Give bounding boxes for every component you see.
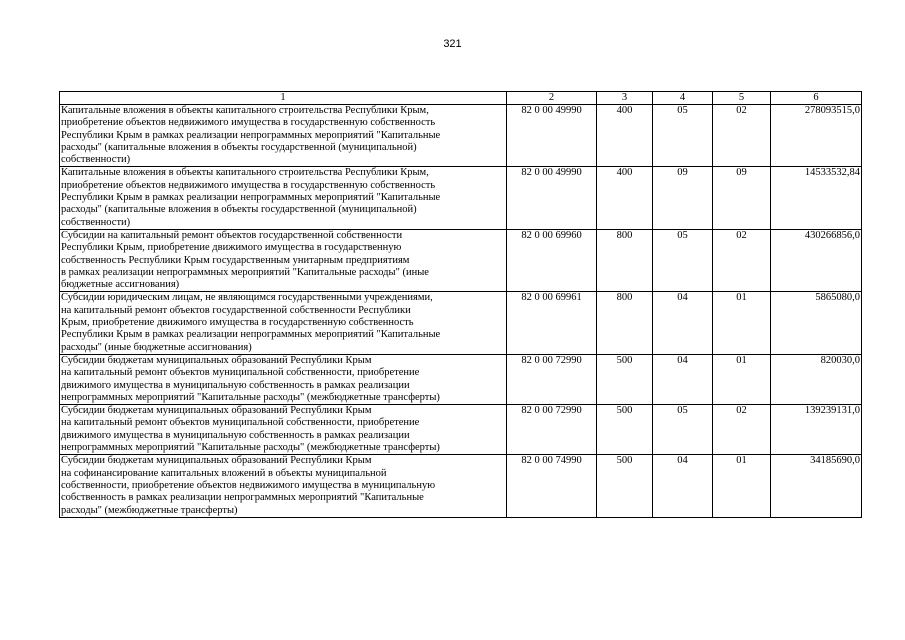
page-number: 321 [443,38,462,50]
row-description: Субсидии на капитальный ремонт объектов государственной собственности Республики Крым, приобретение движимого имущества в государственную собственность Республики Крым государственным унитарным предприятиям в рамках реализации непрограммных мероприятий "Капитальные расходы" (иные бюджетные ассигнования) [60,229,507,291]
column-header-amount: 6 [771,92,862,105]
row-section: 04 [653,292,713,354]
row-expense-type: 500 [597,405,653,455]
row-section: 09 [653,167,713,229]
row-description: Капитальные вложения в объекты капитального строительства Республики Крым, приобретение объектов недвижимого имущества в государственную собственность Республики Крым в рамках реализации непрограммных мероприятий "Капитальные расходы" (капитальные вложения в объекты государственной (муниципальной) собственности) [60,167,507,229]
row-section: 05 [653,405,713,455]
row-description: Капитальные вложения в объекты капитального строительства Республики Крым, приобретение объектов недвижимого имущества в государственную собственность Республики Крым в рамках реализации непрограммных мероприятий "Капитальные расходы" (капитальные вложения в объекты государственной (муниципальной) собственности) [60,105,507,167]
row-section: 04 [653,354,713,404]
row-subsection: 09 [713,167,771,229]
row-target-article: 82 0 00 49990 [507,167,597,229]
row-target-article: 82 0 00 72990 [507,354,597,404]
row-subsection: 01 [713,292,771,354]
table-row [60,405,862,455]
row-target-article: 82 0 00 69961 [507,292,597,354]
column-header-subsection: 5 [713,92,771,105]
row-expense-type: 400 [597,105,653,167]
row-target-article: 82 0 00 72990 [507,405,597,455]
row-target-article: 82 0 00 49990 [507,105,597,167]
row-subsection: 02 [713,105,771,167]
row-amount: 820030,0 [771,354,862,404]
column-header-section: 4 [653,92,713,105]
table-row [60,354,862,404]
table-row [60,229,862,291]
row-subsection: 01 [713,455,771,517]
row-expense-type: 800 [597,292,653,354]
table-header-row [60,92,862,105]
row-subsection: 01 [713,354,771,404]
row-description: Субсидии бюджетам муниципальных образований Республики Крым на софинансирование капитальных вложений в объекты муниципальной собственности, приобретение объектов недвижимого имущества в муниципальную собственность в рамках реализации непрограммных мероприятий "Капитальные расходы" (межбюджетные трансферты) [60,455,507,517]
row-expense-type: 500 [597,354,653,404]
row-subsection: 02 [713,229,771,291]
row-expense-type: 500 [597,455,653,517]
row-target-article: 82 0 00 69960 [507,229,597,291]
row-amount: 139239131,0 [771,405,862,455]
row-amount: 14533532,84 [771,167,862,229]
row-expense-type: 400 [597,167,653,229]
column-header-target-article: 2 [507,92,597,105]
row-description: Субсидии бюджетам муниципальных образований Республики Крым на капитальный ремонт объектов муниципальной собственности, приобретение движимого имущества в муниципальную собственность в рамках реализации непрограммных мероприятий "Капитальные расходы" (межбюджетные трансферты) [60,354,507,404]
column-header-expense-type: 3 [597,92,653,105]
row-amount: 278093515,0 [771,105,862,167]
row-target-article: 82 0 00 74990 [507,455,597,517]
table-row [60,105,862,167]
table-row [60,455,862,517]
row-description: Субсидии юридическим лицам, не являющимся государственными учреждениями, на капитальный ремонт объектов государственной собственности Республики Крым, приобретение движимого имущества в государственную собственность Республики Крым в рамках реализации непрограммных мероприятий "Капитальные расходы" (иные бюджетные ассигнования) [60,292,507,354]
table-row [60,167,862,229]
row-amount: 34185690,0 [771,455,862,517]
row-section: 04 [653,455,713,517]
row-amount: 5865080,0 [771,292,862,354]
row-amount: 430266856,0 [771,229,862,291]
budget-table [59,91,862,518]
row-section: 05 [653,229,713,291]
table-row [60,292,862,354]
column-header-description: 1 [60,92,507,105]
row-expense-type: 800 [597,229,653,291]
row-section: 05 [653,105,713,167]
row-subsection: 02 [713,405,771,455]
row-description: Субсидии бюджетам муниципальных образований Республики Крым на капитальный ремонт объектов муниципальной собственности, приобретение движимого имущества в муниципальную собственность в рамках реализации непрограммных мероприятий "Капитальные расходы" (межбюджетные трансферты) [60,405,507,455]
